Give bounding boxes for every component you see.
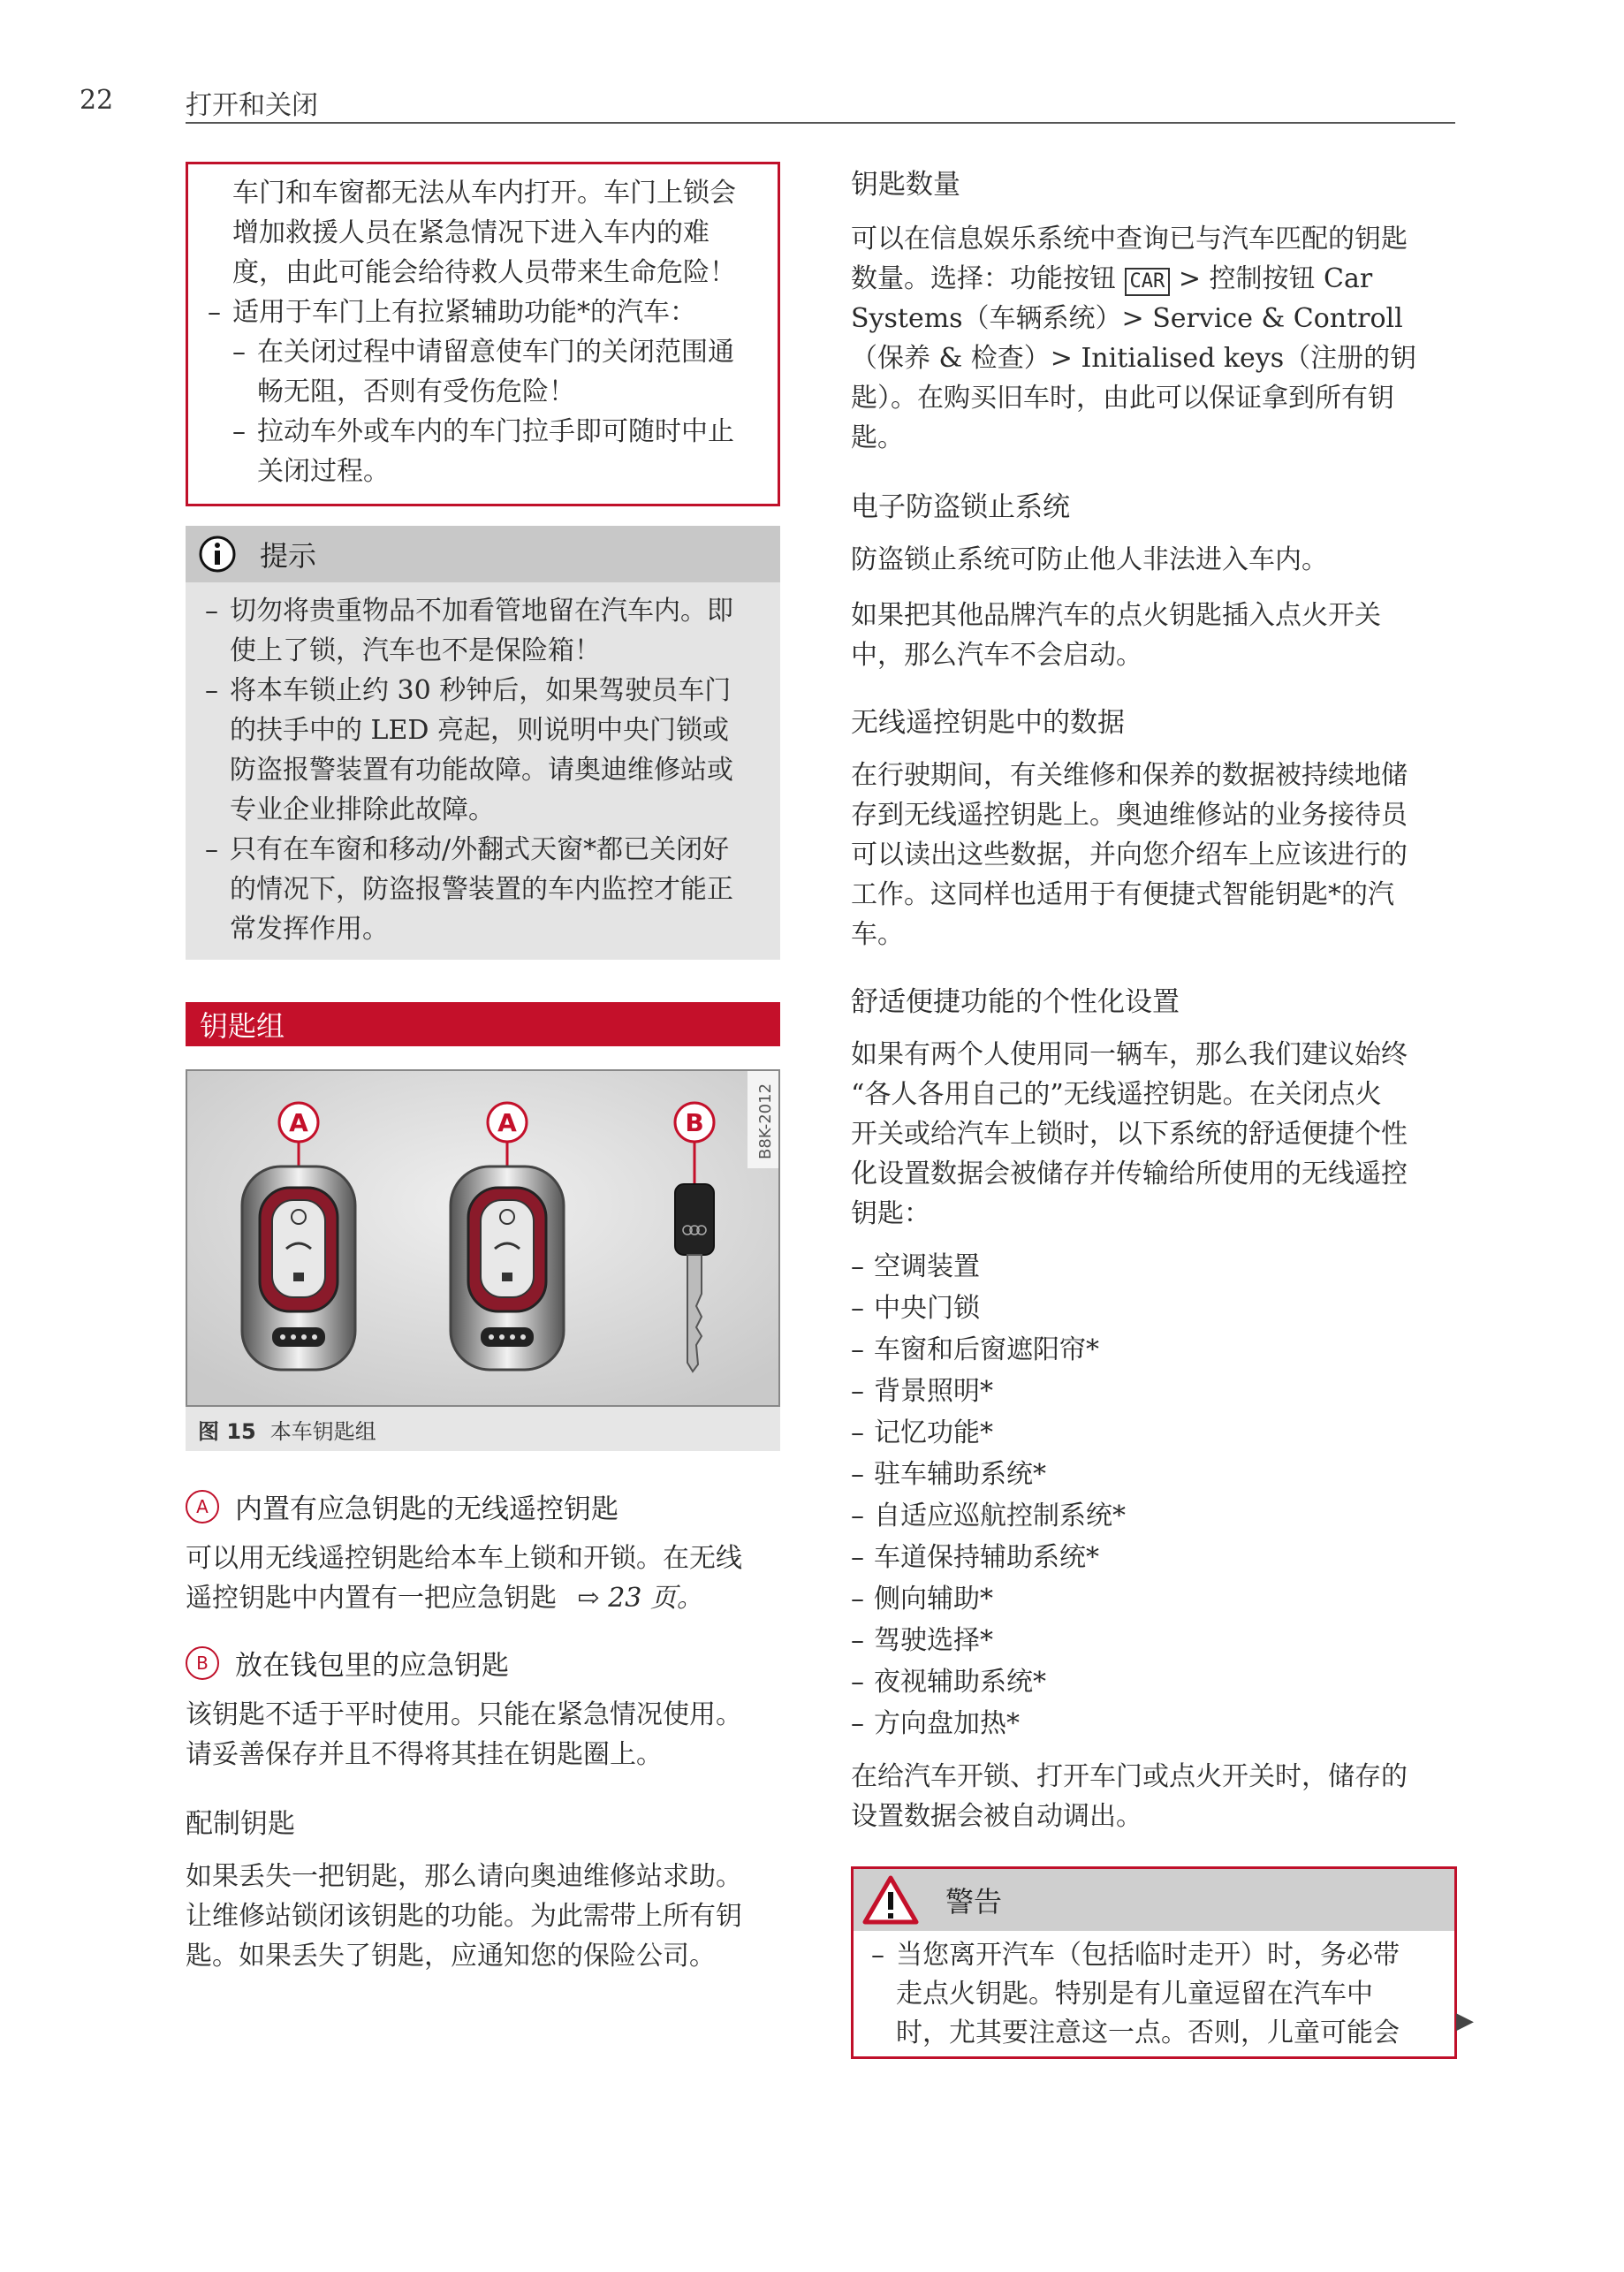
car-keys-illustration: [187, 1071, 780, 1405]
duplicate-key-text: 匙。如果丢失了钥匙，应通知您的保险公司。: [186, 1941, 716, 1972]
warning-bullet: – 适用于车门上有拉紧辅助功能*的汽车：: [208, 293, 758, 332]
warning-item-cont: 时，尤其要注意这一点。否则，儿童可能会: [896, 2017, 1400, 2048]
keyset-section-heading: 钥匙组: [186, 1002, 780, 1046]
duplicate-key-text: 如果丢失一把钥匙，那么请向奥迪维修站求助。: [186, 1861, 742, 1892]
figure-caption-text: 本车钥匙组: [269, 1418, 376, 1444]
warning-continued-box: [186, 162, 780, 506]
note-title: 提示: [260, 539, 317, 573]
list-item: – 方向盘加热*: [851, 1703, 1457, 1744]
warning-box: [851, 1866, 1457, 2059]
key-data-text: 车。: [851, 919, 904, 950]
label-a2-marker: [488, 1103, 527, 1142]
warning-subbullet: – 在关闭过程中请留意使车门的关闭范围通: [208, 332, 758, 372]
note-item: – 切勿将贵重物品不加看管地留在汽车内。即: [205, 591, 755, 631]
personalization-text: “各人各用自己的”无线遥控钥匙。在关闭点火: [851, 1079, 1382, 1110]
item-b-heading: [186, 1643, 780, 1683]
figure-caption: [186, 1407, 780, 1451]
header-rule: [186, 122, 1455, 124]
keyset-illustration: [186, 1069, 780, 1407]
key-data-text: 在行驶期间，有关维修和保养的数据被持续地储: [851, 760, 1408, 791]
personalization-text: 开关或给汽车上锁时，以下系统的舒适便捷个性: [851, 1119, 1408, 1150]
warning-line: 增加救援人员在紧急情况下进入车内的难: [232, 217, 710, 248]
personalization-text: 如果有两个人使用同一辆车，那么我们建议始终: [851, 1039, 1408, 1070]
note-item-cont: 使上了锁，汽车也不是保险箱！: [230, 635, 601, 666]
immobilizer-text: 防盗锁止系统可防止他人非法进入车内。: [851, 544, 1328, 575]
key-count-heading: 钥匙数量: [851, 169, 960, 201]
list-item: – 车窗和后窗遮阳帘*: [851, 1329, 1457, 1371]
item-a-heading: [186, 1486, 780, 1526]
note-item-cont: 常发挥作用。: [230, 914, 389, 945]
immobilizer-text: 如果把其他品牌汽车的点火钥匙插入点火开关: [851, 600, 1381, 631]
note-item-cont: 的情况下，防盗报警装置的车内监控才能正: [230, 874, 733, 905]
list-item: – 夜视辅助系统*: [851, 1661, 1457, 1703]
list-item: – 记忆功能*: [851, 1412, 1457, 1454]
section-title: 打开和关闭: [186, 90, 318, 121]
list-item: – 空调装置: [851, 1246, 1457, 1288]
key-data-text: 工作。这同样也适用于有便捷式智能钥匙*的汽: [851, 879, 1394, 910]
personalization-heading: 舒适便捷功能的个性化设置: [851, 986, 1180, 1018]
note-item-cont: 防盗报警装置有功能故障。请奥迪维修站或: [230, 755, 733, 786]
circle-a-icon: A: [186, 1490, 219, 1524]
list-item: – 中央门锁: [851, 1288, 1457, 1329]
remote-key-a1: [242, 1142, 355, 1370]
note-box: [186, 526, 780, 960]
item-a-text-2-main: 遥控钥匙中内置有一把应急钥匙: [186, 1583, 557, 1614]
personalization-text: 化设置数据会被储存并传输给所使用的无线遥控: [851, 1159, 1408, 1189]
note-item-cont: 的扶手中的 LED 亮起，则说明中央门锁或: [230, 715, 729, 746]
key-count-text-part: > 控制按钮 Car: [1178, 263, 1373, 294]
recall-text: 设置数据会被自动调出。: [851, 1801, 1142, 1832]
list-item: – 侧向辅助*: [851, 1578, 1457, 1620]
label-a2: A: [497, 1108, 517, 1137]
list-item: – 驾驶选择*: [851, 1620, 1457, 1661]
key-count-text: 可以在信息娱乐系统中查询已与汽车匹配的钥匙: [851, 224, 1408, 255]
key-count-text: 匙）。在购买旧车时，由此可以保证拿到所有钥: [851, 383, 1394, 414]
right-column: [851, 162, 1457, 2059]
warning-item: – 当您离开汽车（包括临时走开）时，务必带: [871, 1936, 1433, 1975]
note-header: [186, 526, 780, 582]
warning-triangle-icon: [862, 1874, 919, 1926]
item-a-text-2: [186, 1578, 780, 1618]
warning-line: 车门和车窗都无法从车内打开。车门上锁会: [232, 178, 736, 209]
note-item: – 只有在车窗和移动/外翻式天窗*都已关闭好: [205, 830, 755, 870]
label-b: B: [685, 1108, 704, 1137]
key-count-text: [851, 259, 1457, 299]
list-item: – 背景照明*: [851, 1371, 1457, 1412]
remote-key-a2: [451, 1142, 564, 1370]
recall-text: 在给汽车开锁、打开车门或点火开关时，储存的: [851, 1761, 1408, 1792]
note-item-cont: 专业企业排除此故障。: [230, 794, 495, 825]
key-count-text-part: 数量。选择：功能按钮: [851, 263, 1116, 294]
warning-body: [854, 1931, 1454, 2056]
duplicate-key-heading: 配制钥匙: [186, 1808, 295, 1840]
item-b-text-2: 请妥善保存并且不得将其挂在钥匙圈上。: [186, 1739, 663, 1770]
warning-line: 度，由此可能会给待救人员带来生命危险！: [232, 257, 736, 288]
immobilizer-text: 中，那么汽车不会启动。: [851, 640, 1142, 671]
key-count-text: 匙。: [851, 422, 904, 453]
item-b-title: 放在钱包里的应急钥匙: [235, 1650, 509, 1682]
circle-b-icon: B: [186, 1646, 219, 1680]
info-icon: [198, 535, 237, 574]
page-reference-link[interactable]: ⇨ 23 页。: [577, 1583, 703, 1614]
item-b-text: 该钥匙不适于平时使用。只能在紧急情况使用。: [186, 1699, 742, 1730]
personalized-systems-list: [851, 1246, 1457, 1744]
warning-subbullet-cont: 畅无阻，否则有受伤危险！: [257, 376, 575, 407]
figure-number: 图 15: [198, 1418, 256, 1444]
list-item: – 自适应巡航控制系统*: [851, 1495, 1457, 1537]
warning-header: [854, 1869, 1454, 1931]
list-item: – 车道保持辅助系统*: [851, 1537, 1457, 1578]
label-a1-marker: [279, 1103, 318, 1142]
key-data-text: 存到无线遥控钥匙上。奥迪维修站的业务接待员: [851, 800, 1408, 831]
warning-subbullet-cont: 关闭过程。: [257, 456, 390, 487]
continue-next-page-icon: ▶: [1456, 2008, 1474, 2034]
duplicate-key-text: 让维修站锁闭该钥匙的功能。为此需带上所有钥: [186, 1901, 742, 1932]
warning-item-cont: 走点火钥匙。特别是有儿童逗留在汽车中: [896, 1979, 1373, 2010]
keyset-figure: [186, 1069, 780, 1451]
label-a1: A: [289, 1108, 308, 1137]
warning-subbullet: – 拉动车外或车内的车门拉手即可随时中止: [208, 412, 758, 452]
label-b-marker: [675, 1103, 714, 1142]
key-count-text: （保养 & 检查）> Initialised keys（注册的钥: [851, 343, 1417, 374]
immobilizer-heading: 电子防盗锁止系统: [851, 491, 1070, 523]
key-data-heading: 无线遥控钥匙中的数据: [851, 707, 1125, 739]
list-item: – 驻车辅助系统*: [851, 1454, 1457, 1495]
item-a-title: 内置有应急钥匙的无线遥控钥匙: [235, 1493, 618, 1525]
key-data-text: 可以读出这些数据，并向您介绍车上应该进行的: [851, 840, 1408, 870]
personalization-text: 钥匙：: [851, 1198, 930, 1229]
car-button-icon: CAR: [1125, 268, 1171, 296]
key-count-text: Systems（车辆系统）> Service & Controll: [851, 303, 1403, 334]
page-number: 22: [80, 85, 114, 116]
warning-title: 警告: [945, 1885, 1003, 1919]
left-column: [186, 162, 780, 1976]
note-body: [186, 582, 780, 960]
item-a-text: 可以用无线遥控钥匙给本车上锁和开锁。在无线: [186, 1543, 742, 1574]
note-item: – 将本车锁止约 30 秒钟后，如果驾驶员车门: [205, 671, 755, 710]
figure-code: B8K-2012: [756, 1083, 775, 1159]
